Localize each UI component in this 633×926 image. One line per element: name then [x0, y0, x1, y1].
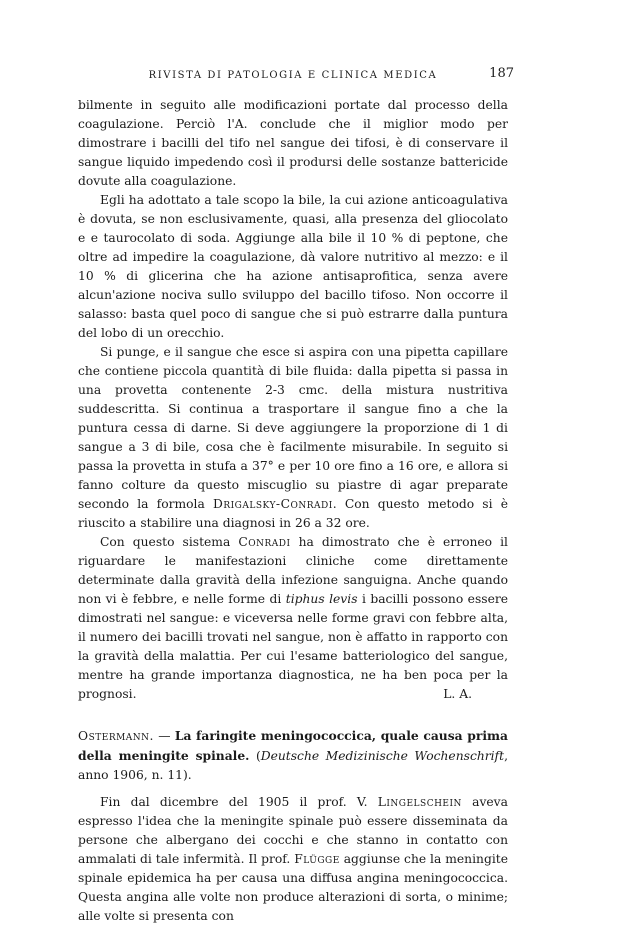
paragraph-conclusion [78, 533, 508, 704]
article-text-1: Fin dal dicembre del 1905 il prof. V. [100, 795, 368, 809]
article-heading [78, 726, 508, 785]
article-text-3: aggiunse che la meningite spinale epidemica ha per causa una diffusa angina meningococcica. Questa angina alle volte non produce alterazioni di sorta, o minime; alle volte si presenta con [78, 852, 508, 923]
person-name: Flügge [294, 852, 340, 866]
conclusion-text-3: i bacilli possono essere dimostrati nel sangue: e viceversa nelle forme gravi con febbre alta, il numero dei bacilli trovati nel sangue, non è affatto in rapporto con la gravità della malattia. Per cui l'esame batteriologico del sangue, mentre ha grande importanza diagnostica, ne ha ben poca per la prognosi. [78, 592, 508, 701]
article-text-2: aveva espresso l'idea che la meningite spinale può essere disseminata da persone che albergano dei cocchi e che stanno in contatto con ammalati di tale infermità. Il prof. [78, 795, 508, 866]
journal-name: Deutsche Medizinische Wochenschrift [260, 749, 505, 763]
procedure-text-2: . Con questo metodo si è riuscito a stabilire una diagnosi in 26 a 32 ore. [78, 497, 508, 530]
procedure-text-1: Si punge, e il sangue che esce si aspira con una pipetta capillare che contiene piccola quantità di bile fluida: dalla pipetta si passa in una provetta contenente 2-3 cmc. della mistura nustritiva suddescritta. Si continua a trasportare il sangue fino a che la puntura cessa di darne. Si deve aggiungere la proporzione di 1 di sangue a 3 di bile, cosa che è facilmente misurabile. In seguito si passa la provetta in stufa a 37° e per 10 ore fino a 16 ore, e allora si fanno colture da questo miscuglio su piastre di agar preparate secondo la formola [78, 345, 508, 511]
author-reference: Drigalsky-Conradi [212, 497, 333, 511]
citation-close: , anno 1906, n. 11). [78, 749, 508, 782]
reviewer-signature: L. A. [443, 687, 472, 701]
italic-term: tiphus levis [285, 592, 358, 606]
citation-open: ( [249, 749, 261, 763]
conclusion-text-2: ha dimostrato che è erroneo il riguardare le manifestazioni cliniche come direttamente determinate dalla gravità della infezione sanguigna. Anche quando non vi è febbre, e nelle forme di [78, 535, 508, 606]
article-title: La faringite meningococcica, quale causa prima della meningite spinale. [78, 728, 508, 763]
paragraph-procedure [78, 343, 508, 533]
person-name: Lingelschein [377, 795, 462, 809]
paragraph-continuation: bilmente in seguito alle modificazioni portate dal processo della coagulazione. Perciò l'A. conclude che il miglior modo per dimostrare i bacilli del tifo nel sangue dei tifosi, è di conservare il sangue liquido impedendo così il prodursi delle sostanze battericide dovute alla coagulazione. [78, 98, 508, 188]
running-header: RIVISTA DI PATOLOGIA E CLINICA MEDICA [148, 70, 438, 81]
page-number: 187 [489, 66, 514, 81]
article-paragraph [78, 793, 508, 926]
article-author: Ostermann. [78, 729, 154, 743]
conclusion-text-1: Con questo sistema [100, 535, 231, 549]
page-body [78, 96, 508, 926]
title-dash: — [153, 729, 175, 743]
paragraph-bile-method: Egli ha adottato a tale scopo la bile, la cui azione anticoagulativa è dovuta, se non esclusivamente, quasi, alla presenza del gliocolato e e taurocolato di soda. Aggiunge alla bile il 10 % di peptone, che oltre ad impedire la coagulazione, dà valore nutritivo al mezzo: e il 10 % di glicerina che ha azione antisaprofitica, senza avere alcun'azione nociva sullo sviluppo del bacillo tifoso. Non occorre il salasso: basta quel poco di sangue che si può estrarre dalla puntura del lobo di un orecchio. [78, 193, 508, 340]
author-reference: Conradi [238, 535, 291, 549]
